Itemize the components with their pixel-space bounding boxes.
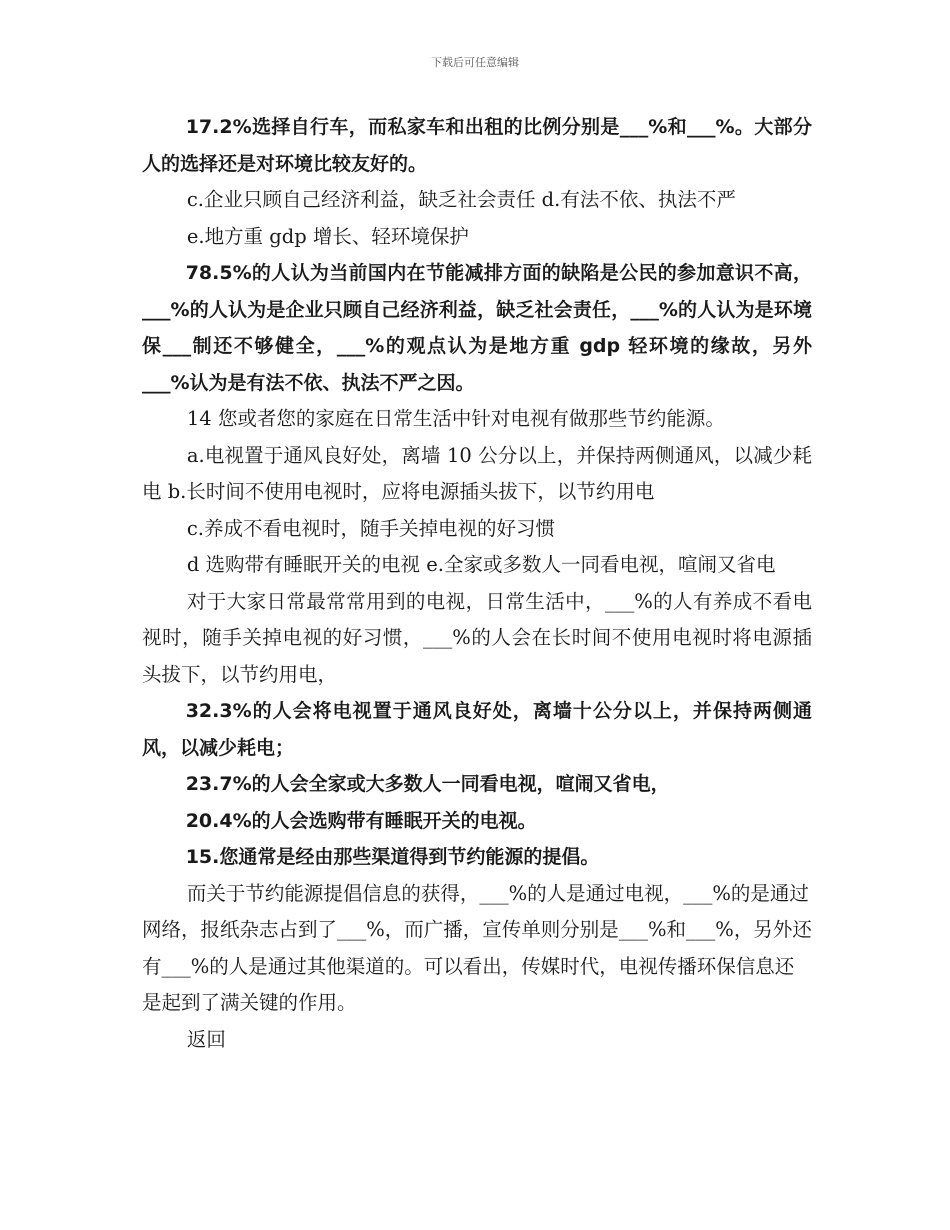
stat-sleep-switch: 20.4%的人会选购带有睡眠开关的电视。 [185, 809, 537, 832]
question-15: 15.您通常是经由那些渠道得到节约能源的提倡。 [185, 846, 600, 868]
stat-family-watch: 23.7%的人会全家或大多数人一同看电视，喧闹又省电， [185, 773, 670, 795]
option-c-tv: c.养成不看电视时，随手关掉电视的好习惯 [186, 516, 555, 540]
document-body [142, 109, 812, 1058]
return-link[interactable]: 返回 [186, 1027, 226, 1051]
paragraph-vehicle-choice: 17.2%选择自行车，而私家车和出租的比例分别是___%和___%。大部分人的选择还是对环境比较友好的。 [142, 116, 812, 175]
page-header: 下载后可任意编辑 [431, 56, 519, 69]
paragraph-tv-habits: 对于大家日常最常常用到的电视，日常生活中，___%的人有养成不看电视时，随手关掉电视的好习惯，___%的人会在长时间不使用电视时将电源插头拔下，以节约用电， [142, 589, 812, 686]
option-a-b: a.电视置于通风良好处，离墙 10 公分以上，并保持两侧通风，以减少耗电 b.长时间不使用电视时，应将电源插头拔下，以节约用电 [142, 443, 812, 503]
option-c-d: c.企业只顾自己经济利益，缺乏社会责任 d.有法不依、执法不严 [186, 188, 736, 211]
option-e: e.地方重 gdp 增长、轻环境保护 [186, 224, 469, 248]
paragraph-deficiency-analysis: 78.5%的人认为当前国内在节能减排方面的缺陷是公民的参加意识不高，___%的人认为是企业只顾自己经济利益，缺乏社会责任，___%的人认为是环境保___制还不够健全，___%的观点认为是地方重 gdp 轻环境的缘故，另外___%认为是有法不依、执法不严之因。 [142, 262, 812, 394]
question-14: 14 您或者您的家庭在日常生活中针对电视有做那些节约能源。 [186, 407, 725, 430]
stat-ventilation: 32.3%的人会将电视置于通风良好处，离墙十公分以上，并保持两侧通风，以减少耗电； [142, 700, 812, 759]
option-d-e-tv: d 选购带有睡眠开关的电视 e.全家或多数人一同看电视，喧闹又省电 [186, 553, 776, 576]
paragraph-info-channels: 而关于节约能源提倡信息的获得，___%的人是通过电视，___%的是通过网络，报纸杂志占到了___%，而广播，宣传单则分别是___%和___%，另外还有___%的人是通过其他渠道的。可以看出，传媒时代，电视传播环保信息还是起到了满关键的作用。 [142, 881, 812, 1014]
